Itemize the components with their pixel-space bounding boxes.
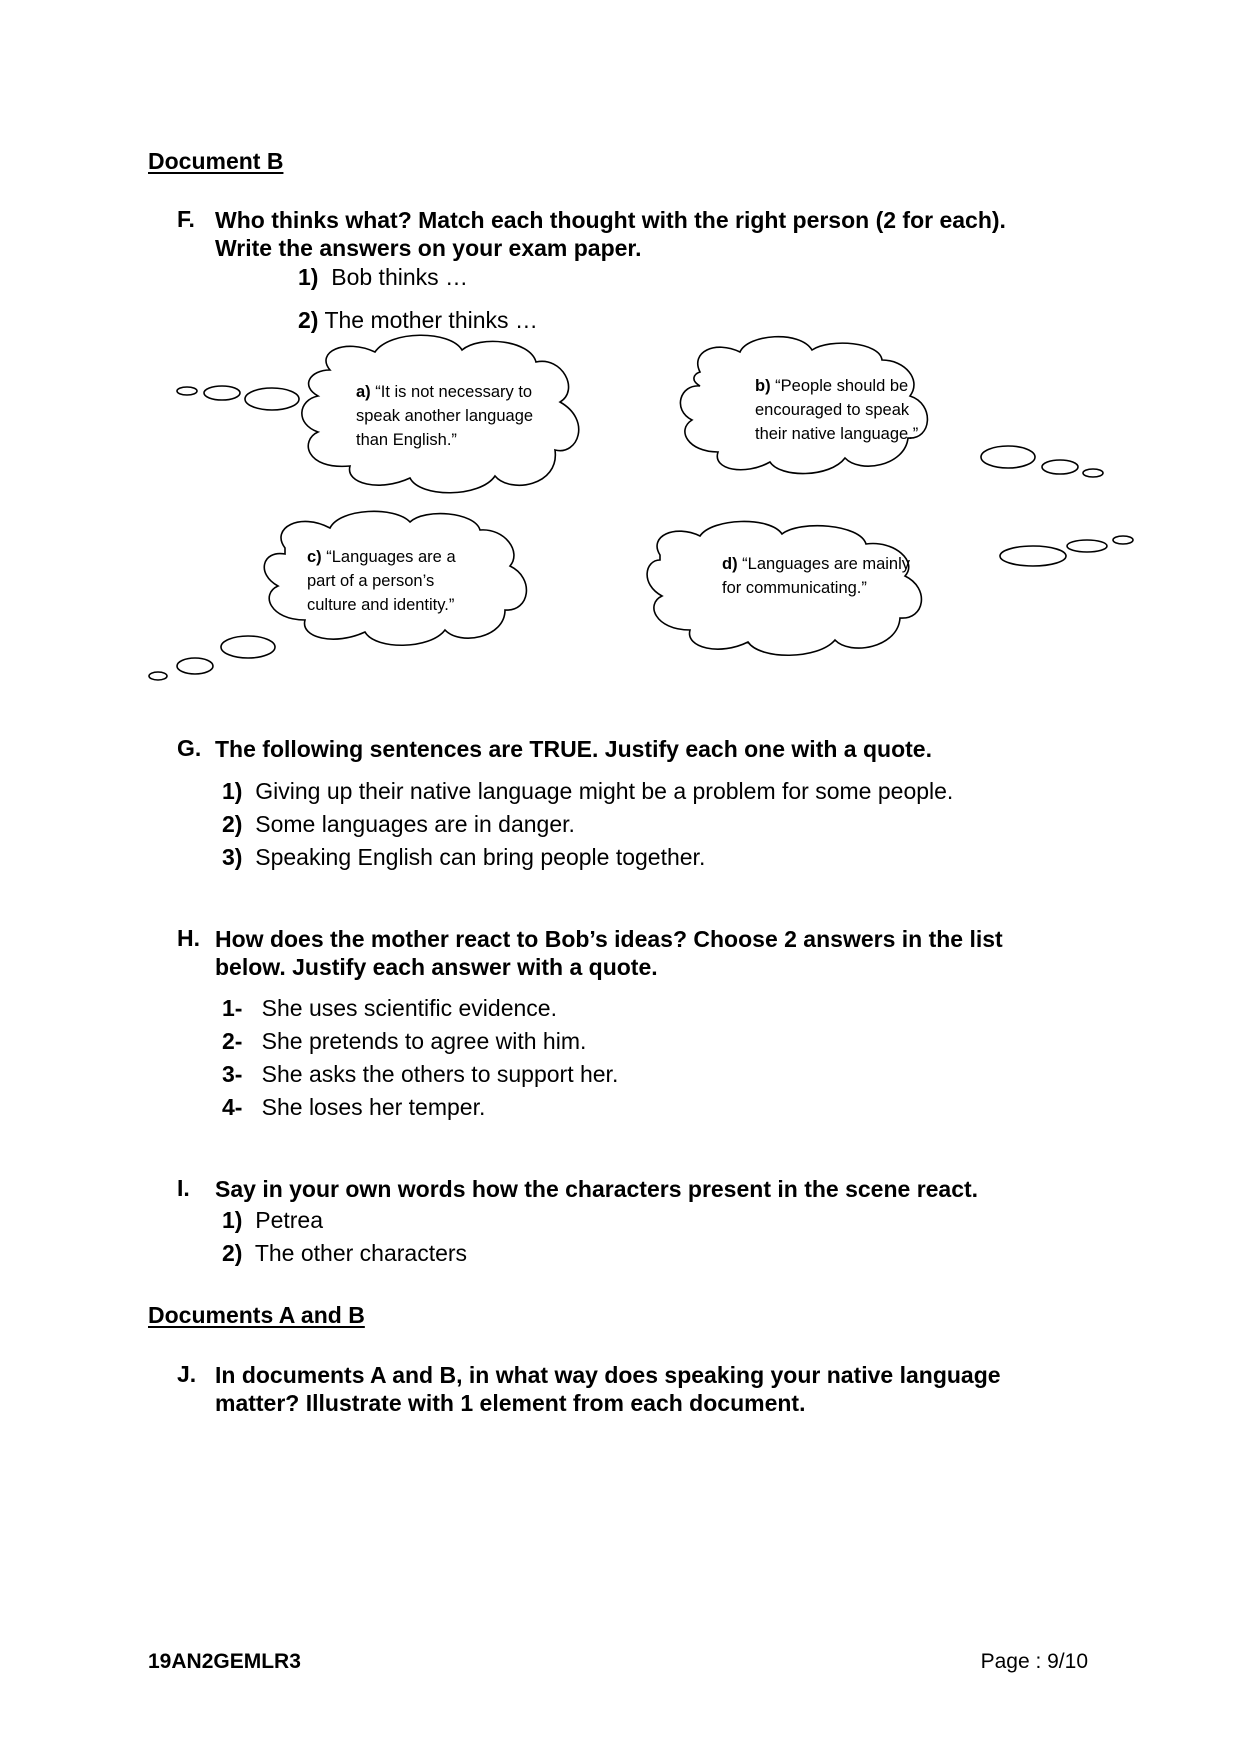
bubble-line: “Languages are a [326,548,456,566]
item-number: 1) [222,778,243,804]
item-text: The other characters [254,1240,468,1266]
bubble-line: “It is not necessary to [375,383,533,401]
bubble-a-trail-dot [204,386,240,400]
bubble-c-trail-dot [221,636,275,658]
item-text: Some languages are in danger. [255,811,575,837]
bubble-a-trail-dot [245,388,299,410]
item-text: She asks the others to support her. [261,1061,619,1087]
question-g-letter: G. [177,735,202,761]
question-i-item-1 [222,1207,323,1234]
footer-exam-code: 19AN2GEMLR3 [148,1650,301,1673]
item-text: She uses scientific evidence. [261,995,557,1021]
question-h-line-2: below. Justify each answer with a quote. [215,954,658,980]
item-text: Bob thinks … [331,264,469,290]
question-h-item-2 [222,1028,586,1055]
item-text: The mother thinks … [324,307,538,333]
item-number: 2- [222,1028,243,1054]
question-h-item-1 [222,995,557,1022]
bubble-line: part of a person’s [307,572,435,590]
footer-page-number: Page : 9/10 [980,1650,1088,1673]
document-b-heading: Document B [148,148,284,174]
item-text: She pretends to agree with him. [261,1028,587,1054]
bubble-label: c) [307,548,322,566]
question-f-line-2: Write the answers on your exam paper. [215,235,642,261]
question-f-line-1: Who thinks what? Match each thought with the right person (2 for each). [215,207,1006,233]
bubble-c-trail-dot [177,658,213,674]
bubble-line: culture and identity.” [307,596,455,614]
bubble-line: “Languages are mainly [742,555,911,573]
item-number: 2) [222,811,243,837]
bubble-line: than English.” [356,431,457,449]
question-j-letter: J. [177,1361,197,1387]
bubble-c-text [307,545,456,617]
item-text: She loses her temper. [261,1094,486,1120]
question-i-item-2 [222,1240,467,1267]
bubble-b-trail-dot [1083,469,1103,477]
question-g-item-3 [222,844,705,871]
question-f-letter: F. [177,206,195,232]
item-number: 3) [222,844,243,870]
bubble-label: d) [722,555,738,573]
item-number: 1) [298,264,319,290]
question-g-prompt: The following sentences are TRUE. Justify each one with a quote. [215,736,932,762]
item-number: 1) [222,1207,243,1233]
bubble-b-trail-dot [981,446,1035,468]
bubble-d-trail-dot [1067,540,1107,552]
question-j-prompt [215,1361,1088,1417]
bubble-b-trail-dot [1042,460,1078,474]
question-h-item-3 [222,1061,618,1088]
item-number: 1- [222,995,243,1021]
question-h-prompt [215,925,1088,981]
bubble-label: b) [755,377,771,395]
documents-a-and-b-heading: Documents A and B [148,1302,365,1328]
bubble-d-text [722,552,910,600]
bubble-c-trail-dot [149,672,167,680]
question-i-prompt: Say in your own words how the characters present in the scene react. [215,1176,979,1202]
bubble-line: their native language.” [755,425,919,443]
item-number: 4- [222,1094,243,1120]
item-text: Giving up their native language might be a problem for some people. [255,778,954,804]
question-h-item-4 [222,1094,485,1121]
item-number: 3- [222,1061,243,1087]
bubble-b-text [755,374,918,446]
bubble-a-text [356,380,533,452]
question-h-letter: H. [177,925,200,951]
question-g-item-1 [222,778,953,805]
item-text: Speaking English can bring people together. [255,844,706,870]
bubble-d-trail-dot [1000,546,1066,566]
question-j-line-2: matter? Illustrate with 1 element from each document. [215,1390,806,1416]
bubble-line: for communicating.” [722,579,867,597]
question-h-line-1: How does the mother react to Bob’s ideas? Choose 2 answers in the list [215,926,1003,952]
question-i-letter: I. [177,1175,190,1201]
bubble-line: encouraged to speak [755,401,910,419]
bubble-line: “People should be [775,377,909,395]
thought-bubbles-illustration [0,0,1240,720]
question-g-item-2 [222,811,575,838]
bubble-a-trail-dot [177,387,197,395]
item-number: 2) [222,1240,243,1266]
item-text: Petrea [255,1207,323,1233]
bubble-label: a) [356,383,371,401]
question-j-line-1: In documents A and B, in what way does speaking your native language [215,1362,1001,1388]
bubble-d-trail-dot [1113,536,1133,544]
item-number: 2) [298,307,319,333]
bubble-line: speak another language [356,407,534,425]
